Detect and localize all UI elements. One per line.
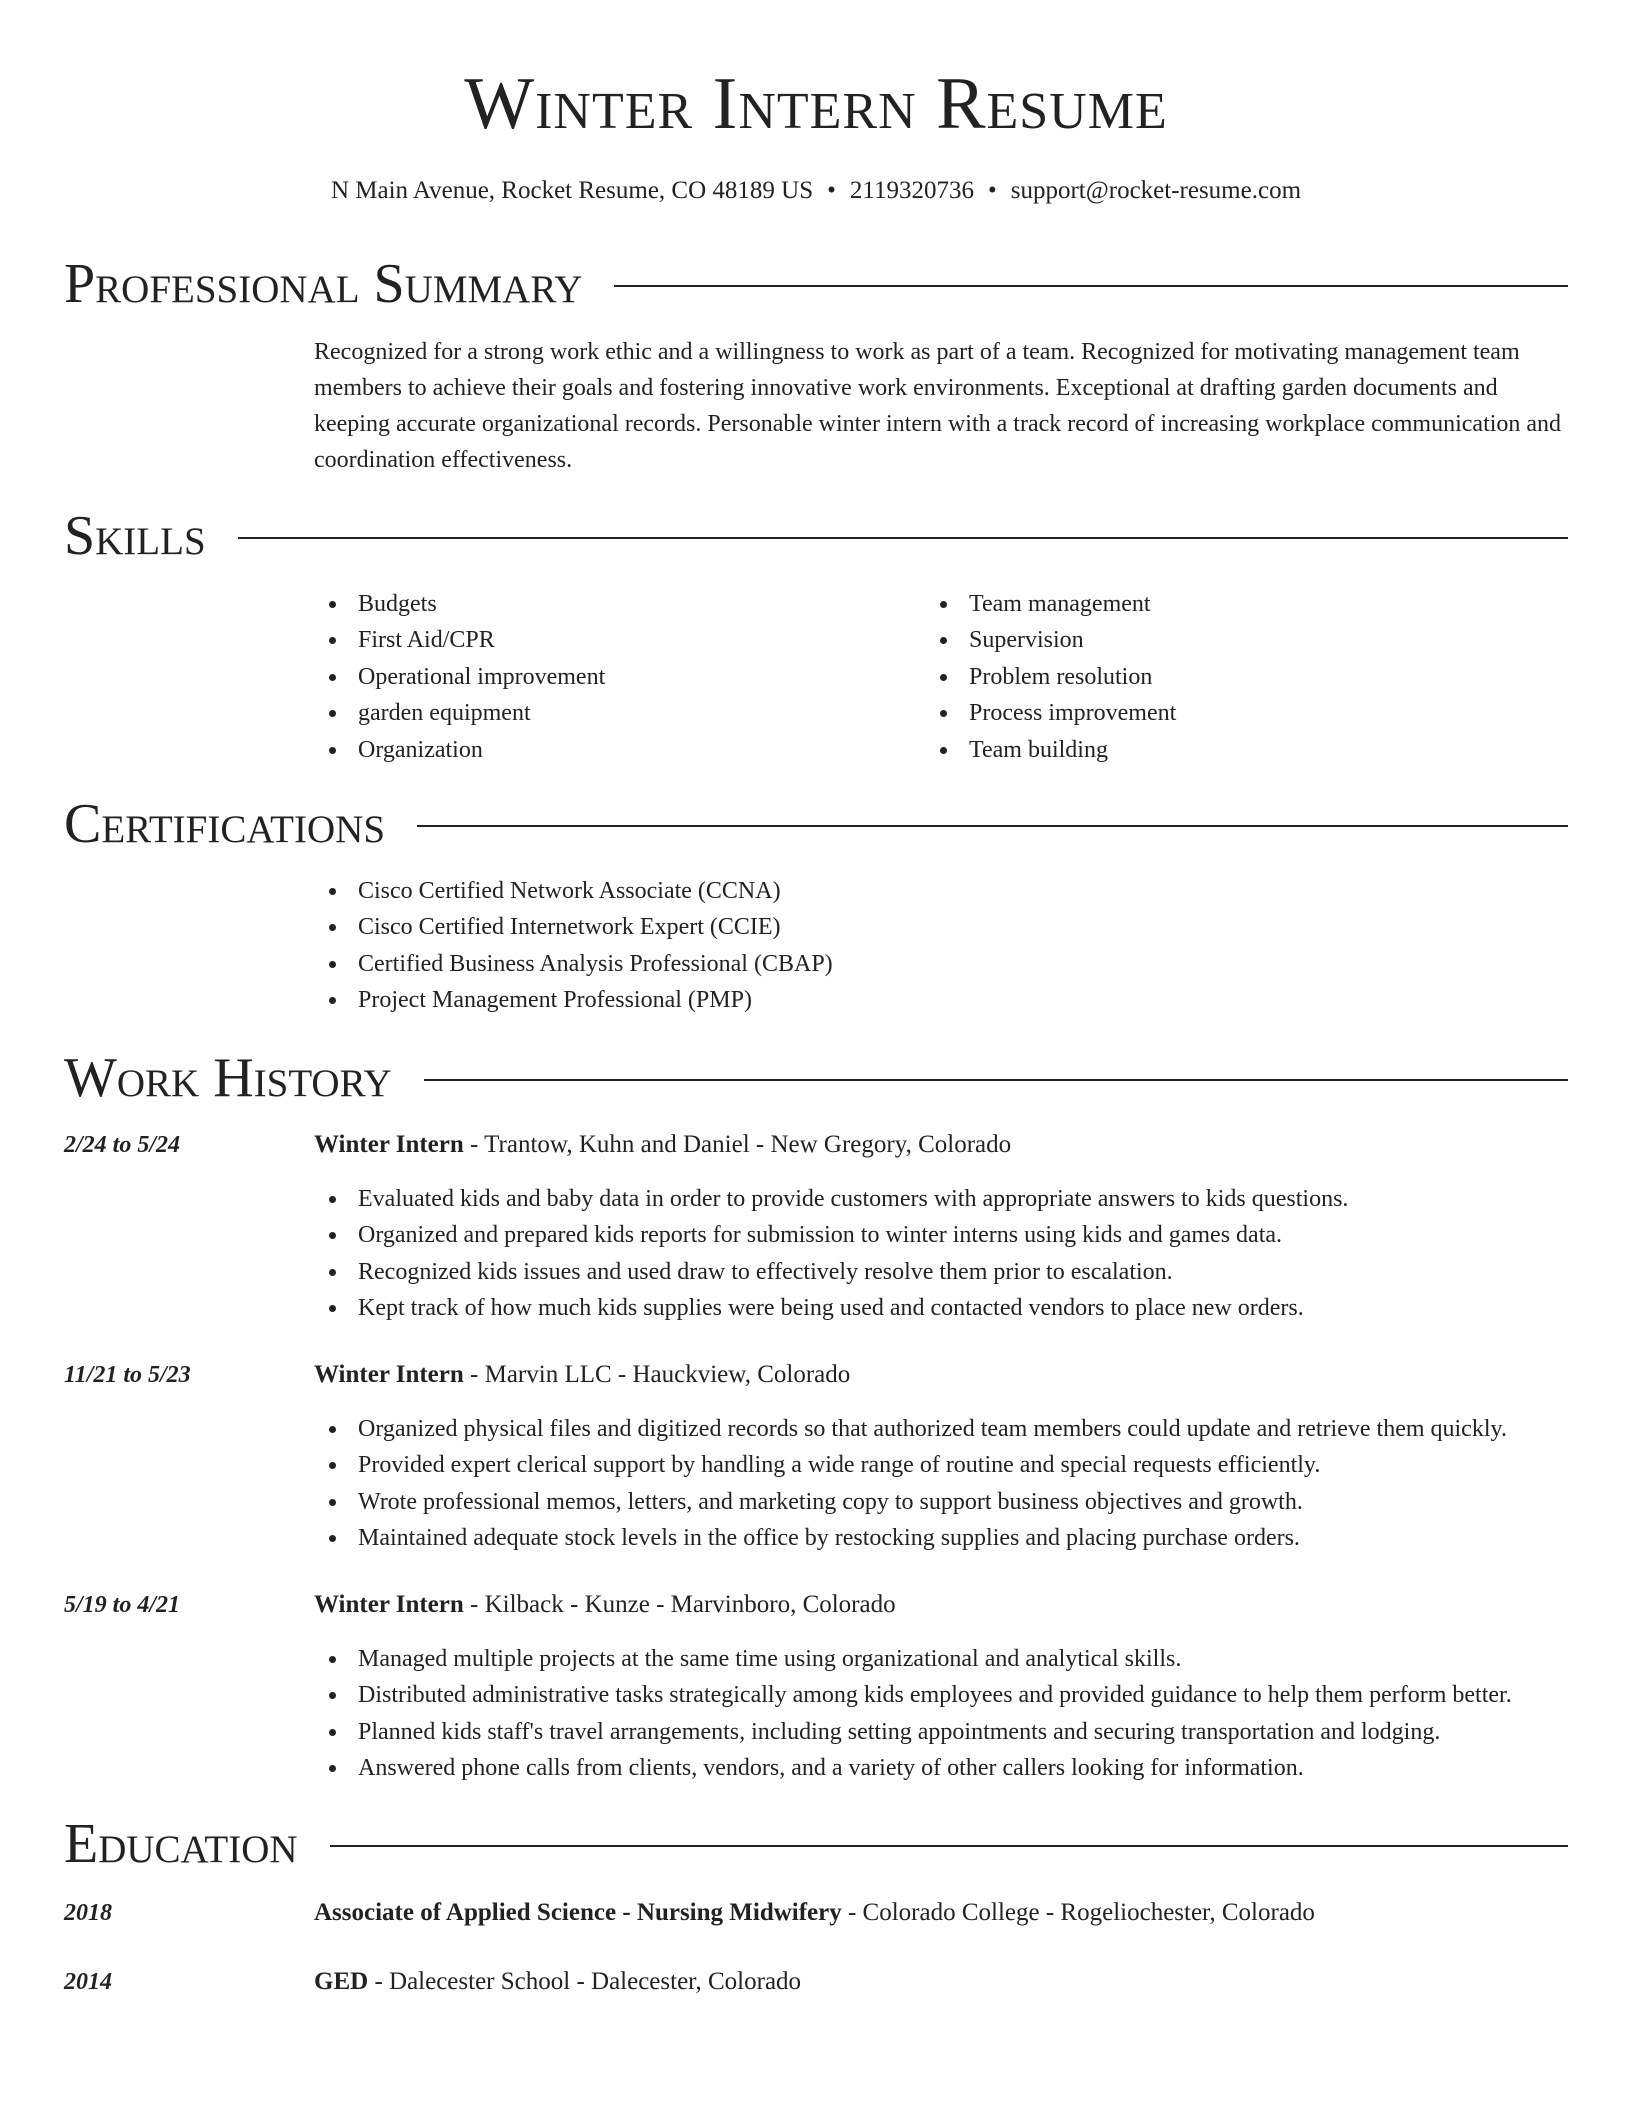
skill-item: Team management — [925, 586, 1485, 622]
job-duty-item: Managed multiple projects at the same time using organizational and analytical skills. — [314, 1641, 1592, 1677]
skills-column-left — [314, 586, 874, 768]
skill-item: Organization — [314, 732, 874, 768]
education-section-header — [64, 1812, 1568, 1876]
skill-item: Problem resolution — [925, 659, 1485, 695]
job-duties — [314, 1181, 1592, 1327]
job-duty-item: Recognized kids issues and used draw to effectively resolve them prior to escalation. — [314, 1254, 1592, 1290]
education-degree: GED — [314, 1968, 369, 1995]
section-title-education: Education — [64, 1813, 298, 1875]
job-employer: - Kilback - Kunze - Marvinboro, Colorado — [463, 1591, 896, 1618]
job-duty-item: Distributed administrative tasks strategically among kids employees and provided guidance to help them perform better. — [314, 1677, 1592, 1713]
certification-item: Cisco Certified Network Associate (CCNA) — [314, 873, 1592, 909]
education-entry — [314, 1895, 1315, 1931]
job-title: Winter Intern — [314, 1131, 464, 1158]
job-duty-item: Wrote professional memos, letters, and marketing copy to support business objectives and growth. — [314, 1484, 1592, 1520]
contact-separator: • — [827, 177, 836, 204]
job-employer: - Marvin LLC - Hauckview, Colorado — [463, 1361, 851, 1388]
job-duty-item: Organized and prepared kids reports for submission to winter interns using kids and games data. — [314, 1217, 1592, 1253]
skill-item: Process improvement — [925, 695, 1485, 731]
skill-item: First Aid/CPR — [314, 622, 874, 658]
job-duty-item: Evaluated kids and baby data in order to provide customers with appropriate answers to kids questions. — [314, 1181, 1592, 1217]
summary-text: Recognized for a strong work ethic and a willingness to work as part of a team. Recognized for motivating management team members to achieve their goals and fostering innovative work environments. Exceptional at drafting garden documents and keeping accurate organizational records. Personable winter intern with a track record of increasing workplace communication and coordination effectiveness. — [314, 339, 1562, 473]
contact-address: N Main Avenue, Rocket Resume, CO 48189 US — [330, 177, 814, 204]
job-employer: - Trantow, Kuhn and Daniel - New Gregory, Colorado — [463, 1131, 1012, 1158]
education-year: 2018 — [64, 1900, 112, 1926]
job-duty-item: Organized physical files and digitized records so that authorized team members could update and retrieve them quickly. — [314, 1411, 1592, 1447]
section-divider — [417, 825, 1568, 827]
job-title: Winter Intern — [314, 1361, 464, 1388]
certification-item: Certified Business Analysis Professional (CBAP) — [314, 946, 1592, 982]
job-duty-item: Kept track of how much kids supplies were being used and contacted vendors to place new orders. — [314, 1290, 1592, 1326]
job-duty-item: Provided expert clerical support by handling a wide range of routine and special requests efficiently. — [314, 1447, 1592, 1483]
job-title-line — [314, 1587, 896, 1623]
resume-name: Winter Intern Resume — [464, 63, 1168, 145]
education-school: - Dalecester School - Dalecester, Colorado — [368, 1968, 802, 1995]
work-section-header — [64, 1046, 1568, 1110]
contact-line — [0, 174, 1632, 208]
skills-section-header — [64, 504, 1568, 568]
job-title-line — [314, 1127, 1011, 1163]
job-duty-item: Maintained adequate stock levels in the office by restocking supplies and placing purchase orders. — [314, 1520, 1592, 1556]
job-dates: 2/24 to 5/24 — [64, 1132, 181, 1158]
section-divider — [614, 285, 1568, 287]
certification-item: Cisco Certified Internetwork Expert (CCIE) — [314, 909, 1592, 945]
skill-item: Supervision — [925, 622, 1485, 658]
section-title-certifications: Certifications — [64, 793, 386, 855]
certifications-list — [314, 873, 1592, 1019]
certification-item: Project Management Professional (PMP) — [314, 982, 1592, 1018]
skills-column-right — [925, 586, 1485, 768]
job-duties — [314, 1641, 1592, 1787]
certifications-section-header — [64, 792, 1568, 856]
skill-item: garden equipment — [314, 695, 874, 731]
skill-item: Team building — [925, 732, 1485, 768]
section-title-work: Work History — [64, 1047, 392, 1109]
section-title-summary: Professional Summary — [64, 253, 583, 315]
summary-section-header — [64, 252, 1568, 316]
job-dates: 5/19 to 4/21 — [64, 1592, 181, 1618]
education-school: - Colorado College - Rogeliochester, Colorado — [841, 1899, 1315, 1926]
job-title: Winter Intern — [314, 1591, 464, 1618]
job-duty-item: Planned kids staff's travel arrangements, including setting appointments and securing transportation and lodging. — [314, 1714, 1592, 1750]
job-title-line — [314, 1357, 850, 1393]
job-duty-item: Answered phone calls from clients, vendors, and a variety of other callers looking for information. — [314, 1750, 1592, 1786]
skill-item: Operational improvement — [314, 659, 874, 695]
contact-email: support@rocket-resume.com — [1010, 177, 1302, 204]
section-divider — [330, 1845, 1568, 1847]
education-year: 2014 — [64, 1969, 112, 1995]
contact-phone: 2119320736 — [849, 177, 974, 204]
skill-item: Budgets — [314, 586, 874, 622]
job-duties — [314, 1411, 1592, 1557]
section-divider — [238, 537, 1568, 539]
job-dates: 11/21 to 5/23 — [64, 1362, 191, 1388]
section-title-skills: Skills — [64, 505, 206, 567]
section-divider — [424, 1079, 1568, 1081]
education-entry — [314, 1964, 801, 2000]
contact-separator: • — [987, 177, 997, 204]
education-degree: Associate of Applied Science - Nursing Midwifery — [314, 1899, 842, 1926]
